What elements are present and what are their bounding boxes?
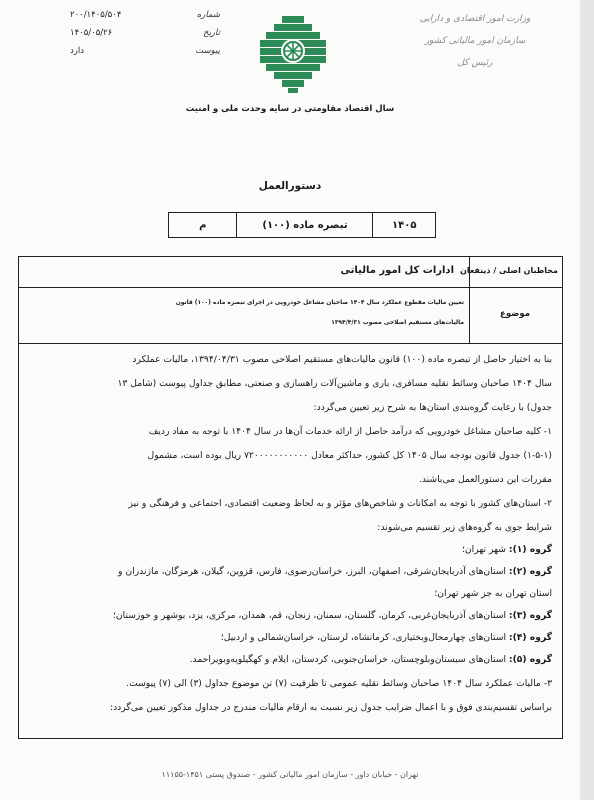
- item-3-line: براساس تقسیم‌بندی فوق و با اعمال ضرایب جدول زیر نسبت به ارقام مالیات مندرج در جداول مذکور تعیین می‌گردد:: [110, 702, 552, 713]
- group-text: شهر تهران؛: [461, 544, 509, 555]
- attachment-value: دارد: [70, 46, 85, 56]
- group-2-line: [118, 564, 552, 580]
- group-label: گروه (۵):: [508, 654, 552, 665]
- footer-address: تهران - خیابان داور - سازمان امور مالیاتی کشور - صندوق پستی ۱۴۵۱-۱۱۱۵۵: [161, 770, 419, 779]
- number-label: شماره: [196, 10, 220, 20]
- directive-number-table: [168, 212, 436, 238]
- item-1-line: مقررات این دستورالعمل می‌باشند.: [418, 474, 552, 485]
- group-text: استان‌های آذربایجان‌غربی، کرمان، گلستان، سمنان، زنجان، قم، همدان، مرکزی، یزد، بوشهر و خوزستان؛: [112, 610, 509, 621]
- letter-date-row: [70, 24, 220, 42]
- group-2-continuation: [434, 586, 552, 602]
- org-line-organization: سازمان امور مالیاتی کشور: [424, 36, 526, 46]
- group-label: گروه (۳):: [508, 610, 552, 621]
- subject-line: مالیات‌های مستقیم اصلاحی مصوب ۱۳۹۴/۴/۳۱: [331, 320, 464, 326]
- number-value: ۲۰۰/۱۴۰۵/۵۰۴: [70, 10, 122, 20]
- letter-number-row: [70, 6, 220, 24]
- group-1-line: [462, 542, 552, 558]
- org-heading: [400, 8, 550, 74]
- group-text: استان‌های سیستان‌وبلوچستان، خراسان‌جنوبی، کردستان، ایلام و کهگیلویه‌وبویراحمد.: [189, 654, 509, 665]
- group-text: استان تهران به جز شهر تهران؛: [434, 588, 552, 599]
- audience-subject-box: [18, 256, 563, 344]
- attachment-label: پیوست: [195, 46, 220, 56]
- item-2-line: ۲- استان‌های کشور با توجه به امکانات و شاخص‌های مؤثر و به لحاظ وضعیت اقتصادی، اجتماعی و فرهنگی و نیز: [128, 498, 552, 509]
- group-text: استان‌های چهارمحال‌وبختیاری، کرمانشاه، لرستان، خراسان‌شمالی و اردبیل؛: [220, 632, 509, 643]
- item-3-line: ۳- مالیات عملکرد سال ۱۴۰۴ صاحبان وسائط نقلیه عمومی تا ظرفیت (۷) تن موضوع جداول (۳) الی (۷) پیوست.: [126, 678, 552, 689]
- directive-year: ۱۴۰۵: [372, 213, 435, 237]
- letter-attachment-row: [70, 42, 220, 60]
- intro-line: بنا به اختیار حاصل از تبصره ماده (۱۰۰) قانون مالیات‌های مستقیم اصلاحی مصوب ۱۳۹۴/۰۴/۳۱، مالیات عملکرد: [132, 354, 552, 365]
- org-line-ministry: وزارت امور اقتصادی و دارایی: [419, 14, 531, 24]
- date-label: تاریخ: [203, 28, 220, 38]
- intro-line: سال ۱۴۰۴ صاحبان وسائط نقلیه مسافری، باری و ماشین‌آلات راهسازی و صنعتی، مطابق جداول پیوست (شامل ۱۳: [117, 378, 552, 389]
- group-text: استان‌های آذربایجان‌شرقی، اصفهان، البرز، خراسان‌رضوی، فارس، قزوین، گیلان، هرمزگان، مازندران و: [118, 566, 509, 577]
- group-5-line: [190, 652, 552, 668]
- org-line-head: رئیس کل: [457, 58, 493, 68]
- item-1-line: ۱- کلیه صاحبان مشاغل خودرویی که درآمد حاصل از ارائه خدمات آن‌ها در سال ۱۴۰۴ با توجه به مفاد ردیف: [148, 426, 552, 437]
- box-divider-horizontal: [19, 287, 562, 288]
- item-2-line: شرایط جوی به گروه‌های زیر تقسیم می‌شوند:: [377, 522, 552, 533]
- directive-body: [18, 344, 563, 739]
- intro-line: جدول) با رعایت گروه‌بندی استان‌ها به شرح زیر تعیین می‌گردد:: [313, 402, 552, 413]
- group-label: گروه (۲):: [508, 566, 552, 577]
- group-label: گروه (۱):: [508, 544, 552, 555]
- audience-value: ادارات کل امور مالیاتی: [340, 265, 454, 276]
- letter-meta: [70, 6, 220, 60]
- page-edge-shadow: [580, 0, 594, 800]
- group-label: گروه (۴):: [508, 632, 552, 643]
- date-value: ۱۴۰۵/۰۵/۲۶: [70, 28, 113, 38]
- year-slogan: سال اقتصاد مقاومتی در سایه وحدت ملی و امنیت: [185, 104, 395, 114]
- group-4-line: [221, 630, 552, 646]
- subject-value: [28, 293, 464, 333]
- directive-code: م: [199, 219, 207, 231]
- group-3-line: [113, 608, 552, 624]
- audience-label: مخاطبان اصلی / ذینفعان: [460, 266, 558, 275]
- subject-label: موضوع: [500, 309, 530, 319]
- tax-organization-logo-icon: [258, 14, 328, 94]
- document-title: دستورالعمل: [258, 180, 322, 192]
- item-1-line: (۱-۵-۱) جدول قانون بودجه سال ۱۴۰۵ کل کشور، حداکثر معادل ۷۲۰۰۰۰۰۰۰۰۰۰۰ ریال بوده است، مشمول: [147, 450, 552, 461]
- subject-line: تعیین مالیات مقطوع عملکرد سال ۱۴۰۴ صاحبان مشاغل خودرویی در اجرای تبصره ماده (۱۰۰) قانون: [175, 300, 464, 306]
- directive-article: تبصره ماده (۱۰۰): [236, 213, 372, 237]
